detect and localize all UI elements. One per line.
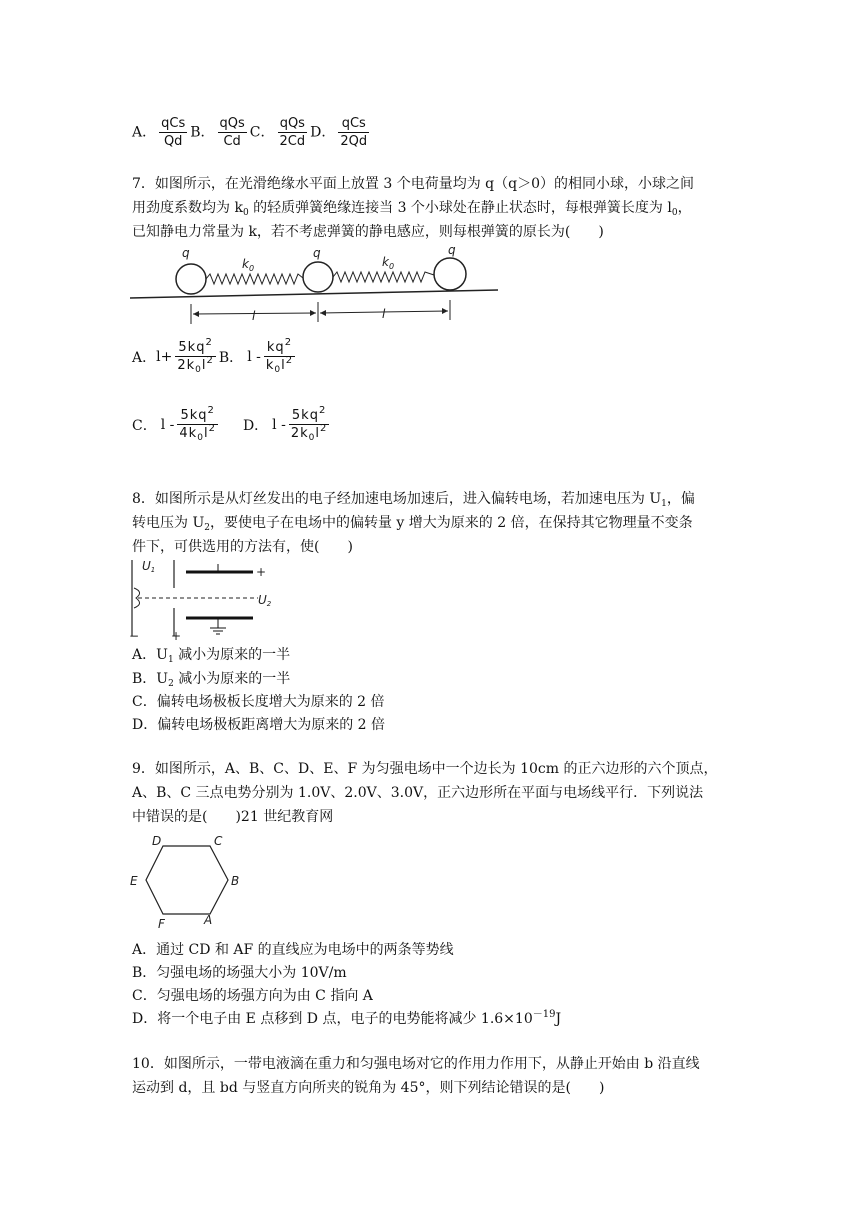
q8-option-a-sub: 1 [167,655,174,665]
q8-option-a-var: U [156,647,168,663]
q7-option-c-label: C． [132,417,157,434]
q7-option-d-den-sub: 0 [308,433,316,443]
q8-line-2-text-b: ，要使电子在电场中的偏转量 y 增大为原来的 2 倍，在保持其它物理量不变条 [209,515,693,531]
q9-label-c: C [214,834,223,848]
q7-option-c-num-text: 5kq [180,408,208,423]
q8-line-3: 件下，可供选用的方法有，使( ) [132,539,353,555]
q8-plus-sign: + [256,565,267,579]
q6-option-d-numerator: qCs [338,115,369,133]
q8-line-2 [132,513,693,533]
q7-option-b-num-sup: 2 [284,337,293,348]
q7-option-b-label: B． [218,349,244,366]
q9-label-f: F [158,917,165,931]
q7-option-d-num-sup: 2 [318,405,327,416]
q7-option-a-denominator [174,357,217,373]
q6-option-b-fraction [218,115,247,150]
q7-option-a-prefix: l+ [156,348,173,365]
q6-option-a-denominator: Qd [163,134,183,149]
q7-option-a-label: A． [132,349,157,366]
q7-line-2-sub: 0 [242,208,249,218]
q7-ball-left [176,264,206,294]
q7-line-2-sub-2: 0 [671,208,678,218]
q7-option-c-den-sup: 2 [208,423,216,434]
q10-line-2: 运动到 d，且 bd 与竖直方向所夹的锐角为 45°，则下列结论错误的是( ) [132,1080,605,1096]
q9-line-2: A、B、C 三点电势分别为 1.0V、2.0V、3.0V，正六边形所在平面与电场线平行．下列说法 [132,785,704,801]
q8-u1-label [142,559,155,574]
q8-minus-sign: − [129,629,140,643]
q7-option-b-prefix: l - [247,348,261,365]
q9-option-d-sup: －19 [532,1009,556,1020]
q7-option-c-num-sup: 2 [207,405,215,416]
q7-option-c-den-sub: 0 [197,433,204,443]
q7-spring-label-right-k: k [382,255,389,269]
q6-option-d-denominator: 2Qd [340,134,368,149]
q7-option-b-num-text: kq [266,340,285,355]
q7-option-a-fraction [174,337,217,375]
q7-dim-arrow-1 [310,310,316,316]
q8-option-a [132,645,290,665]
q7-option-b-den-sup: 2 [285,355,294,366]
q9-option-d [132,1009,561,1029]
q8-option-c: C．偏转电场极板长度增大为原来的 2 倍 [132,694,385,710]
q7-option-c-denominator [176,425,219,441]
q7-option-b-den-tail: l [281,358,286,373]
q9-option-a: A．通过 CD 和 AF 的直线应为电场中的两条等势线 [132,942,454,958]
q9-line-3: 中错误的是( )21 世纪教育网 [132,809,334,825]
q7-line-2 [132,198,692,218]
q6-option-b-numerator: qQs [219,116,245,131]
q8-u1-letter: U [142,559,151,573]
q9-line-1: 9．如图所示，A、B、C、D、E、F 为匀强电场中一个边长为 10cm 的正六边形的六个顶点， [132,761,718,777]
q6-option-d-fraction [338,115,369,150]
q7-length-label-left: l [252,309,256,323]
q9-option-b: B．匀强电场的场强大小为 10V/m [132,965,347,981]
q7-option-b-denominator [263,357,296,373]
q7-springs-diagram [130,244,500,324]
q7-option-b-den-sub: 0 [274,365,282,375]
q7-charge-label-right: q [448,243,456,257]
q8-line-1-text: 8．如图所示是从灯丝发出的电子经加速电场加速后，进入偏转电场，若加速电压为 U [132,491,662,507]
q6-option-b-denominator: Cd [223,134,241,149]
q7-option-a-den-text: 2k [177,358,196,373]
q7-option-c-fraction [176,405,219,443]
q7-spring-label-left [242,257,254,273]
q7-line-2-text: 用劲度系数均为 k [132,200,243,216]
q6-option-c-denominator: 2Cd [279,134,306,149]
q7-option-a [132,337,298,375]
q7-option-d-num-text: 5kq [291,408,319,423]
q8-u2-sub: 2 [266,600,272,608]
q8-option-a-text: 减小为原来的一半 [173,647,291,663]
q9-label-a: A [204,913,213,927]
q8-line-1-sub: 1 [661,499,667,509]
q7-option-a-den-tail: l [201,358,207,373]
q6-options [132,115,372,150]
q9-hexagon [146,846,228,914]
q7-line-2-text-c: ， [677,200,692,216]
q7-dim-arrow-4 [320,310,326,316]
q7-option-d-den-sup: 2 [320,423,328,434]
q7-option-d-denominator [288,425,331,441]
q8-option-b-text: 减小为原来的一半 [173,671,291,687]
q8-u2-label [258,593,272,608]
q8-option-b [132,669,290,689]
q8-u1-sub: 1 [150,566,156,574]
q7-line-1: 7．如图所示，在光滑绝缘水平面上放置 3 个电荷量均为 q（q＞0）的相同小球，小球之间 [132,176,694,192]
q6-option-d-label: D． [310,124,336,141]
q8-option-b-var: U [156,671,169,687]
q10-line-1: 10．如图所示，一带电液滴在重力和匀强电场对它的作用力作用下，从静止开始由 b 沿直线 [132,1056,700,1072]
q9-option-c: C．匀强电场的场强方向为由 C 指向 A [132,988,373,1004]
q6-option-c-fraction [278,115,308,150]
q7-option-c-den-text: 4k [179,426,198,441]
q7-spring-label-left-k: k [242,257,249,271]
q6-option-a-label: A． [132,124,157,141]
q7-line-2-text-b: 的轻质弹簧绝缘连接当 3 个小球处在静止状态时，每根弹簧长度为 l [248,200,672,216]
q8-line-1 [132,489,695,509]
q7-option-a-den-sub: 0 [195,365,202,375]
q7-option-b-fraction [263,337,296,375]
q8-line-1-text-b: ，偏 [666,491,695,507]
q7-option-a-den-sup: 2 [206,355,214,366]
q7-charge-label-left: q [182,246,190,260]
q7-spring-left [206,274,303,284]
q8-u2-letter: U [258,593,267,607]
q7-option-d-fraction [288,405,331,443]
q6-option-c-numerator: qQs [278,115,308,133]
q7-charge-label-middle: q [313,246,321,260]
q9-option-d-unit: J [555,1011,562,1027]
q9-hexagon-diagram [128,832,248,932]
q7-option-d-label: D． [242,417,269,434]
q9-label-b: B [231,874,240,888]
q7-spring-right [333,272,434,282]
q9-option-d-text: D．将一个电子由 E 点移到 D 点，电子的电势能将减少 1.6×10 [132,1011,533,1027]
q8-plus-sign-bottom: + [171,629,182,643]
q7-option-b-den-text: k [265,358,275,373]
q7-ball-right [434,258,466,290]
q6-option-a-fraction [159,115,187,150]
q7-option-c-prefix: l - [160,416,175,433]
q8-line-2-sub: 2 [204,523,210,533]
q7-ball-middle [303,262,333,292]
q7-option-d-den-text: 2k [290,426,309,441]
q7-option-d-den-tail: l [315,426,321,441]
q9-label-e: E [130,874,138,888]
q7-dim-arrow-2 [193,311,199,317]
q7-spring-label-right-sub: 0 [388,262,395,271]
q7-option-c-den-tail: l [203,426,209,441]
q8-deflection-diagram [128,558,278,643]
q7-option-a-num-sup: 2 [205,337,213,348]
q7-spring-label-right [382,255,394,271]
q8-option-b-label: B． [132,671,157,687]
q9-label-d: D [152,834,162,848]
q8-option-d: D．偏转电场极板距离增大为原来的 2 倍 [132,717,386,733]
q7-spring-label-left-sub: 0 [248,264,255,273]
q7-option-d-prefix: l - [272,416,286,433]
q6-option-c-label: C． [249,124,275,141]
q8-option-a-label: A． [132,647,157,663]
q7-option-c [132,405,332,443]
q6-option-a-numerator: qCs [161,116,186,131]
q7-option-a-num-text: 5kq [178,340,206,355]
q7-length-label-right: l [382,307,386,321]
q6-option-b-label: B． [190,124,215,141]
q7-line-3: 已知静电力常量为 k，若不考虑弹簧的静电感应，则每根弹簧的原长为( ) [132,224,604,240]
q8-line-2-text: 转电压为 U [132,515,205,531]
q7-dim-arrow-3 [442,308,448,314]
q8-option-b-sub: 2 [168,679,174,689]
